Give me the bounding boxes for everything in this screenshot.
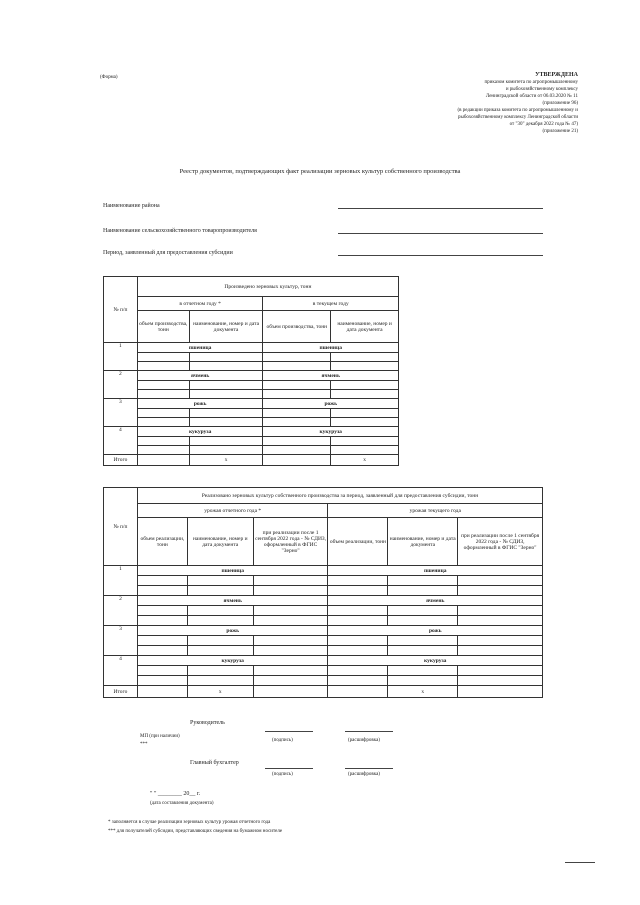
table-cell[interactable] <box>328 576 388 586</box>
crop-name: рожь <box>137 399 263 409</box>
table-cell[interactable] <box>189 446 263 455</box>
table-cell[interactable] <box>388 606 458 616</box>
field-label: Период, заявленный для предоставления субсидии <box>103 250 233 256</box>
col-num-header: № п/п <box>104 488 138 566</box>
approval-block <box>388 72 578 135</box>
x-mark: х <box>331 455 399 466</box>
table-cell[interactable] <box>253 686 328 698</box>
table-cell[interactable] <box>328 636 388 646</box>
table-cell[interactable] <box>137 390 189 399</box>
field-input-line[interactable] <box>338 254 543 256</box>
table-cell[interactable] <box>263 446 331 455</box>
approval-line: и рыбохозяйственному комплексу <box>505 87 578 92</box>
x-mark: х <box>187 686 253 698</box>
table-cell[interactable] <box>137 409 189 418</box>
sub-header: при реализации после 1 сентября 2022 года - № СДИЗ, оформленный в ФГИС "Зерно" <box>458 518 543 566</box>
page-mark-line <box>565 862 595 863</box>
table-cell[interactable] <box>137 576 187 586</box>
signature-caption: (подпись) <box>272 772 293 777</box>
table-cell[interactable] <box>263 409 331 418</box>
decode-caption: (расшифровка) <box>348 772 380 777</box>
accountant-decode-line[interactable] <box>345 767 393 769</box>
table-cell[interactable] <box>137 646 187 656</box>
approval-line: рыбохозяйственному комплексу Ленинградской области <box>458 115 578 120</box>
row-num: 3 <box>104 399 138 427</box>
sub-header: наименование, номер и дата документа <box>189 311 263 343</box>
table-cell[interactable] <box>388 586 458 596</box>
table-cell[interactable] <box>253 676 328 686</box>
crop-name: кукуруза <box>263 427 399 437</box>
crop-name: ячмень <box>328 596 543 606</box>
table-cell[interactable] <box>253 616 328 626</box>
table-cell[interactable] <box>253 586 328 596</box>
table-cell[interactable] <box>331 409 399 418</box>
table-cell[interactable] <box>331 437 399 446</box>
sub-header: наименование, номер и дата документа <box>331 311 399 343</box>
table-cell[interactable] <box>137 455 189 466</box>
table-cell[interactable] <box>187 676 253 686</box>
table-cell[interactable] <box>187 646 253 656</box>
field-label: Наименование района <box>103 203 160 209</box>
approval-line: (приложение 96) <box>542 101 578 106</box>
sub-header: наименование, номер и дата документа <box>187 518 253 566</box>
table-cell[interactable] <box>331 381 399 390</box>
date-line[interactable]: " " ________ 20__ г. <box>150 791 201 797</box>
table-cell[interactable] <box>187 586 253 596</box>
approval-line: приказом комитета по агропромышленному <box>484 80 578 85</box>
group-header: Произведено зерновых культур, тонн <box>137 277 398 297</box>
table-cell[interactable] <box>331 446 399 455</box>
accountant-title: Главный бухгалтер <box>190 760 239 766</box>
accountant-signature-line[interactable] <box>265 767 313 769</box>
table-cell[interactable] <box>458 666 543 676</box>
table-cell[interactable] <box>388 636 458 646</box>
approval-line: от "30" декабря 2022 года № 47) <box>509 122 578 127</box>
table-cell[interactable] <box>187 616 253 626</box>
table-cell[interactable] <box>328 586 388 596</box>
table-cell[interactable] <box>328 686 388 698</box>
table-cell[interactable] <box>458 616 543 626</box>
stars-mark: *** <box>140 742 148 747</box>
crop-name: рожь <box>328 626 543 636</box>
crop-name: ячмень <box>137 371 263 381</box>
row-num: 2 <box>104 596 138 626</box>
group-header: Реализовано зерновых культур собственного производства за период, заявленный для предоставления субсидии, тонн <box>137 488 542 504</box>
table-cell[interactable] <box>253 606 328 616</box>
field-input-line[interactable] <box>338 207 543 209</box>
table-cell[interactable] <box>187 666 253 676</box>
table-cell[interactable] <box>263 362 331 371</box>
table-cell[interactable] <box>137 606 187 616</box>
table-cell[interactable] <box>137 437 189 446</box>
table-cell[interactable] <box>137 636 187 646</box>
row-num: 1 <box>104 343 138 371</box>
table-cell[interactable] <box>331 418 399 427</box>
table-cell[interactable] <box>253 666 328 676</box>
head-decode-line[interactable] <box>345 730 393 732</box>
field-district <box>103 203 543 209</box>
crop-name: кукуруза <box>137 427 263 437</box>
table-cell[interactable] <box>458 636 543 646</box>
table-cell[interactable] <box>458 606 543 616</box>
table-cell[interactable] <box>328 616 388 626</box>
field-input-line[interactable] <box>338 232 543 234</box>
year-prev-header: в отчетном году * <box>137 297 263 311</box>
signature-caption: (подпись) <box>272 738 293 743</box>
date-caption: (дата составления документа) <box>150 801 214 806</box>
crop-name: кукуруза <box>137 656 328 666</box>
crop-name: ячмень <box>137 596 328 606</box>
table-cell[interactable] <box>263 418 331 427</box>
row-num: 3 <box>104 626 138 656</box>
table-cell[interactable] <box>137 362 189 371</box>
sales-table <box>103 487 543 698</box>
table-cell[interactable] <box>187 636 253 646</box>
crop-name: пшеница <box>137 343 263 353</box>
table-cell[interactable] <box>137 381 189 390</box>
approval-line: (в редакции приказа комитета по агропромышленному и <box>457 108 578 113</box>
table-cell[interactable] <box>331 390 399 399</box>
table-cell[interactable] <box>328 646 388 656</box>
production-table <box>103 276 399 466</box>
table-cell[interactable] <box>189 418 263 427</box>
head-title: Руководитель <box>190 720 225 726</box>
row-num: 4 <box>104 427 138 455</box>
row-num: 1 <box>104 566 138 596</box>
table-cell[interactable] <box>328 676 388 686</box>
crop-name: пшеница <box>137 566 328 576</box>
crop-name: рожь <box>137 626 328 636</box>
table-cell[interactable] <box>253 636 328 646</box>
table-cell[interactable] <box>253 576 328 586</box>
row-num: 4 <box>104 656 138 686</box>
field-label: Наименование сельскохозяйственного товаропроизводителя <box>103 228 257 234</box>
table-cell[interactable] <box>458 576 543 586</box>
table-cell[interactable] <box>263 455 331 466</box>
table-cell[interactable] <box>388 666 458 676</box>
table-cell[interactable] <box>189 390 263 399</box>
table-cell[interactable] <box>189 437 263 446</box>
table-cell[interactable] <box>137 446 189 455</box>
table-cell[interactable] <box>263 381 331 390</box>
table-cell[interactable] <box>137 418 189 427</box>
table-cell[interactable] <box>388 646 458 656</box>
approval-line: Ленинградской области от 06.03.2020 № 11 <box>485 94 578 99</box>
table-cell[interactable] <box>388 576 458 586</box>
table-cell[interactable] <box>253 646 328 656</box>
crop-name: рожь <box>263 399 399 409</box>
x-mark: х <box>388 686 458 698</box>
table-cell[interactable] <box>458 686 543 698</box>
row-num: 2 <box>104 371 138 399</box>
table-cell[interactable] <box>137 686 187 698</box>
col-num-header: № п/п <box>104 277 138 343</box>
sub-header: наименование, номер и дата документа <box>388 518 458 566</box>
footnote: * заполняется в случае реализации зерновых культур урожая отчетного года <box>108 820 271 825</box>
table-cell[interactable] <box>263 390 331 399</box>
table-cell[interactable] <box>137 666 187 676</box>
table-cell[interactable] <box>263 353 331 362</box>
total-label: Итого <box>104 686 138 698</box>
sub-header: объем реализации, тонн <box>137 518 187 566</box>
table-cell[interactable] <box>458 586 543 596</box>
year-cur-header: в текущем году <box>263 297 399 311</box>
year-prev-header: урожая отчетного года * <box>137 504 328 518</box>
table-cell[interactable] <box>137 616 187 626</box>
table-cell[interactable] <box>189 409 263 418</box>
head-signature-line[interactable] <box>265 730 313 732</box>
table-cell[interactable] <box>458 646 543 656</box>
sub-header: объем производства, тонн <box>137 311 189 343</box>
approval-line: (приложение 21) <box>542 129 578 134</box>
crop-name: ячмень <box>263 371 399 381</box>
crop-name: пшеница <box>263 343 399 353</box>
table-cell[interactable] <box>137 676 187 686</box>
table-cell[interactable] <box>189 381 263 390</box>
table-cell[interactable] <box>458 676 543 686</box>
decode-caption: (расшифровка) <box>348 738 380 743</box>
footnote: *** для получателей субсидии, представляющих сведения на бумажном носителе <box>108 829 283 834</box>
table-cell[interactable] <box>263 437 331 446</box>
table-cell[interactable] <box>388 676 458 686</box>
x-mark: х <box>189 455 263 466</box>
form-label: (Форма) <box>100 75 118 80</box>
sub-header: объем производства, тонн <box>263 311 331 343</box>
crop-name: пшеница <box>328 566 543 576</box>
crop-name: кукуруза <box>328 656 543 666</box>
table-cell[interactable] <box>137 353 189 362</box>
mp-label: МП (при наличии) <box>140 734 180 739</box>
sub-header: объем реализации, тонн <box>328 518 388 566</box>
table-cell[interactable] <box>328 606 388 616</box>
document-title: Реестр документов, подтверждающих факт реализации зерновых культур собственного производства <box>179 168 461 175</box>
table-cell[interactable] <box>137 586 187 596</box>
table-cell[interactable] <box>331 362 399 371</box>
approval-head: УТВЕРЖДЕНА <box>535 72 578 78</box>
total-label: Итого <box>104 455 138 466</box>
sub-header: при реализации после 1 сентября 2022 года - № СДИЗ, оформленный в ФГИС "Зерно" <box>253 518 328 566</box>
table-cell[interactable] <box>187 606 253 616</box>
field-producer <box>103 228 543 234</box>
table-cell[interactable] <box>187 576 253 586</box>
field-period <box>103 250 543 256</box>
table-cell[interactable] <box>189 353 263 362</box>
table-cell[interactable] <box>388 616 458 626</box>
year-cur-header: урожая текущего года <box>328 504 543 518</box>
table-cell[interactable] <box>328 666 388 676</box>
table-cell[interactable] <box>189 362 263 371</box>
table-cell[interactable] <box>331 353 399 362</box>
